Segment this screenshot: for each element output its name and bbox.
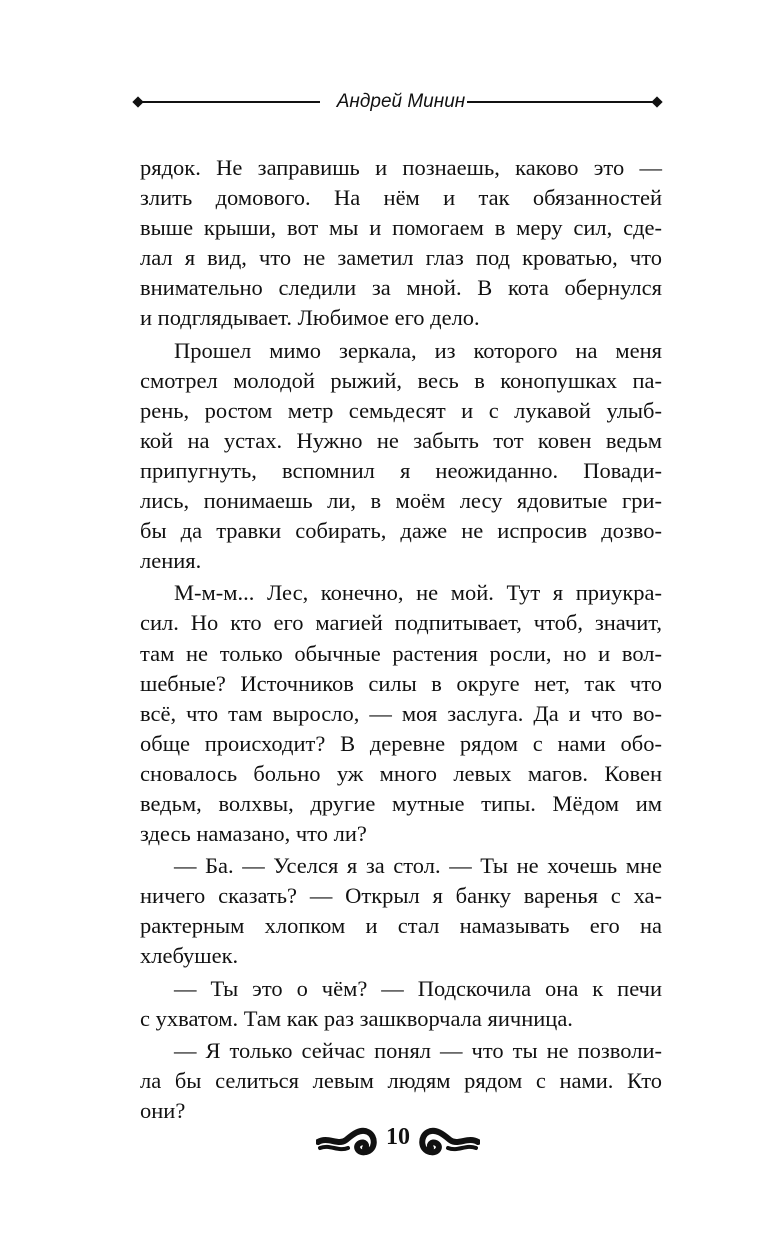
text-line: они? [140, 1097, 186, 1123]
text-line: здесь намазано, что ли? [140, 821, 367, 847]
text-line: обще происходит? В деревне рядом с нами обо- [140, 730, 662, 756]
text-line: и подглядывает. Любимое его дело. [140, 305, 480, 331]
text-line: Прошел мимо зеркала, из которого на меня [174, 337, 662, 363]
text-line: рень, ростом метр семьдесят и с лукавой улыб- [140, 397, 662, 423]
text-line: припугнуть, вспомнил я неожиданно. Повади- [140, 457, 662, 483]
paragraph [140, 851, 662, 971]
text-line: ничего сказать? — Открыл я банку варенья с ха- [140, 883, 662, 909]
diamond-ornament-icon [651, 96, 662, 107]
text-line: злить домового. На нём и так обязанностей [140, 185, 662, 211]
running-header [134, 88, 661, 118]
paragraph [140, 1036, 662, 1126]
text-line: лись, понимаешь ли, в моём лесу ядовитые гри- [140, 488, 662, 514]
text-line: кой на устах. Нужно не забыть тот ковен ведьм [140, 427, 662, 453]
text-line: — Я только сейчас понял — что ты не позволи- [174, 1037, 662, 1063]
page-footer [316, 1118, 480, 1158]
scroll-ornament-icon [418, 1118, 480, 1158]
text-line: сил. Но кто его магией подпитывает, чтоб, значит, [140, 610, 662, 636]
text-line: ления. [140, 548, 202, 574]
header-rule-left [138, 101, 320, 103]
page-body-text [140, 153, 662, 1128]
text-line: всё, что там выросло, — моя заслуга. Да и что во- [140, 700, 662, 726]
text-line: М-м-м... Лес, конечно, не мой. Тут я приукра- [174, 580, 662, 606]
text-line: с ухватом. Там как раз зашкворчала яичница. [140, 1005, 573, 1031]
header-rule-right [467, 101, 657, 103]
page-number: 10 [386, 1124, 410, 1150]
text-line: внимательно следили за мной. В кота обернулся [140, 275, 662, 301]
text-line: сновалось больно уж много левых магов. Ковен [140, 760, 662, 786]
text-line: смотрел молодой рыжий, весь в конопушках па- [140, 367, 662, 393]
text-line: выше крыши, вот мы и помогаем в меру сил, сде- [140, 215, 662, 241]
text-line: ведьм, волхвы, другие мутные типы. Мёдом им [140, 790, 662, 816]
paragraph [140, 578, 662, 849]
text-line: рядок. Не заправишь и познаешь, каково это — [140, 155, 662, 180]
text-line: лал я вид, что не заметил глаз под кроватью, что [140, 245, 662, 271]
paragraph [140, 153, 662, 334]
paragraph [140, 974, 662, 1034]
text-line: рактерным хлопком и стал намазывать его на [140, 913, 662, 939]
text-line: бы да травки собирать, даже не испросив дозво- [140, 518, 662, 544]
text-line: ла бы селиться левым людям рядом с нами. Кто [140, 1067, 662, 1093]
running-title: Андрей Минин [336, 91, 466, 112]
scroll-ornament-icon [316, 1118, 378, 1158]
text-line: хлебушек. [140, 943, 239, 969]
text-line: шебные? Источников силы в округе нет, так что [140, 670, 662, 696]
text-line: — Ты это о чём? — Подскочила она к печи [174, 975, 662, 1001]
paragraph [140, 336, 662, 577]
text-line: — Ба. — Уселся я за стол. — Ты не хочешь мне [174, 853, 662, 879]
text-line: там не только обычные растения росли, но и вол- [140, 640, 662, 666]
